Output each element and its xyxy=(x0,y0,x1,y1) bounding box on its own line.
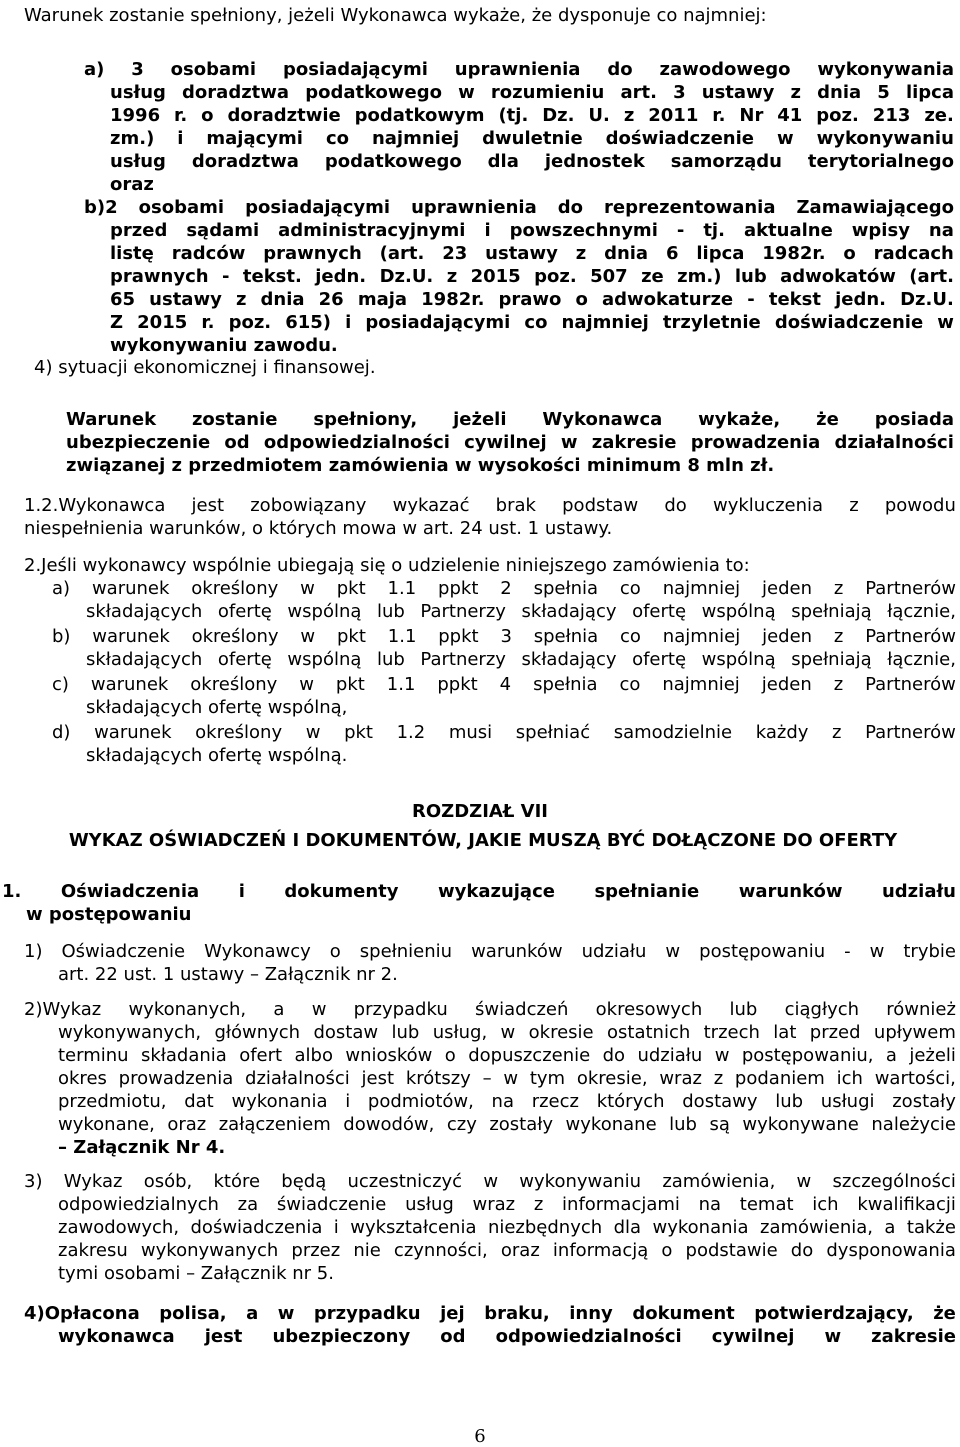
list-item: a) warunek określony w pkt 1.1 ppkt 2 spełnia co najmniej jeden z Partnerów xyxy=(52,578,956,599)
section-item-line: 1) Oświadczenie Wykonawcy o spełnieniu warunków udziału w postępowaniu - w trybie xyxy=(24,941,956,962)
intro-text: Warunek zostanie spełniony, jeżeli Wykonawca wykaże, że dysponuje co najmniej: xyxy=(24,5,767,26)
section-item-line: tymi osobami – Załącznik nr 5. xyxy=(58,1263,334,1284)
list-b-line: wykonywaniu zawodu. xyxy=(110,335,338,356)
chapter-title: WYKAZ OŚWIADCZEŃ I DOKUMENTÓW, JAKIE MUSZĄ BYĆ DOŁĄCZONE DO OFERTY xyxy=(68,830,898,851)
list-item: składających ofertę wspólną, xyxy=(86,697,348,718)
section-item-line: art. 22 ust. 1 ustawy – Załącznik nr 2. xyxy=(58,964,398,985)
list-b-line: listę radców prawnych (art. 23 ustawy z dnia 6 lipca 1982r. o radcach xyxy=(110,243,954,264)
list-a-line: usług doradztwa podatkowego dla jednostek samorządu terytorialnego xyxy=(110,151,954,172)
list-b-line: 65 ustawy z dnia 26 maja 1982r. prawo o adwokaturze - tekst jedn. Dz.U. xyxy=(110,289,954,310)
section-item-line: 4)Opłacona polisa, a w przypadku jej braku, inny dokument potwierdzający, że xyxy=(24,1303,956,1324)
warunek-line: Warunek zostanie spełniony, jeżeli Wykonawca wykaże, że posiada xyxy=(66,409,954,430)
list-item: b) warunek określony w pkt 1.1 ppkt 3 spełnia co najmniej jeden z Partnerów xyxy=(52,626,956,647)
section-item-line: – Załącznik Nr 4. xyxy=(58,1137,226,1158)
section-item-line: zawodowych, doświadczenia i wykształcenia niezbędnych dla wykonania zamówienia, a także xyxy=(58,1217,956,1238)
list-b-line: Z 2015 r. poz. 615) i posiadającymi co najmniej trzyletnie doświadczenie w xyxy=(110,312,954,333)
section-item-line: zakresu wykonywanych przez nie czynności, oraz informacją o podstawie do dysponowania xyxy=(58,1240,956,1261)
list-b-line: prawnych - tekst. jedn. Dz.U. z 2015 poz. 507 ze zm.) lub adwokatów (art. xyxy=(110,266,954,287)
section-item-line: odpowiedzialnych za świadczenie usług wraz z informacjami na temat ich kwalifikacji xyxy=(58,1194,956,1215)
item-4-text: 4) sytuacji ekonomicznej i finansowej. xyxy=(34,357,376,378)
list-item: składających ofertę wspólną lub Partnerzy składający ofertę wspólną spełniają łącznie, xyxy=(86,601,956,622)
section-item-line: wykonane, oraz załączeniem dowodów, czy zostały wykonane lub są wykonywane należycie xyxy=(58,1114,956,1135)
list-item: składających ofertę wspólną. xyxy=(86,745,348,766)
list-a-line: 1996 r. o doradztwie podatkowym (tj. Dz. U. z 2011 r. Nr 41 poz. 213 ze. xyxy=(110,105,954,126)
section-item-line: wykonywanych, głównych dostaw lub usług, w okresie ostatnich trzech lat przed upływem xyxy=(58,1022,956,1043)
warunek-line: związanej z przedmiotem zamówienia w wysokości minimum 8 mln zł. xyxy=(66,455,775,476)
section-item-line: terminu składania ofert albo wniosków o dopuszczenie do udziału w postępowaniu, a jeżeli xyxy=(58,1045,956,1066)
paragraph-line: niespełnienia warunków, o których mowa w art. 24 ust. 1 ustawy. xyxy=(24,518,613,539)
paragraph-line: 1.2.Wykonawca jest zobowiązany wykazać brak podstaw do wykluczenia z powodu xyxy=(24,495,956,516)
section-item-line: okres prowadzenia działalności jest krótszy – w tym okresie, wraz z podaniem ich wartości, xyxy=(58,1068,956,1089)
section-item-line: 2)Wykaz wykonanych, a w przypadku świadczeń okresowych lub ciągłych również xyxy=(24,999,956,1020)
section-item-line: przedmiotu, dat wykonania i podmiotów, na rzecz których dostawy lub usługi zostały xyxy=(58,1091,956,1112)
list-a-line: a) 3 osobami posiadającymi uprawnienia do zawodowego wykonywania xyxy=(84,59,954,80)
list-a-line: oraz xyxy=(110,174,154,195)
list-a-line: usług doradztwa podatkowego w rozumieniu art. 3 ustawy z dnia 5 lipca xyxy=(110,82,954,103)
page-number: 6 xyxy=(474,1426,486,1447)
section-heading-line: w postępowaniu xyxy=(26,904,192,925)
warunek-line: ubezpieczenie od odpowiedzialności cywilnej w zakresie prowadzenia działalności xyxy=(66,432,954,453)
paragraph-2-heading: 2.Jeśli wykonawcy wspólnie ubiegają się o udzielenie niniejszego zamówienia to: xyxy=(24,555,750,576)
chapter-number: ROZDZIAŁ VII xyxy=(412,801,548,822)
list-item: składających ofertę wspólną lub Partnerzy składający ofertę wspólną spełniają łącznie, xyxy=(86,649,956,670)
section-heading-line: 1. Oświadczenia i dokumenty wykazujące spełnianie warunków udziału xyxy=(2,881,956,902)
list-b-line: przed sądami administracyjnymi i powszechnymi - tj. aktualne wpisy na xyxy=(110,220,954,241)
section-item-line: 3) Wykaz osób, które będą uczestniczyć w wykonywaniu zamówienia, w szczególności xyxy=(24,1171,956,1192)
list-b-line: b)2 osobami posiadającymi uprawnienia do reprezentowania Zamawiającego xyxy=(84,197,954,218)
list-a-line: zm.) i mającymi co najmniej dwuletnie doświadczenie w wykonywaniu xyxy=(110,128,954,149)
list-item: d) warunek określony w pkt 1.2 musi spełniać samodzielnie każdy z Partnerów xyxy=(52,722,956,743)
list-item: c) warunek określony w pkt 1.1 ppkt 4 spełnia co najmniej jeden z Partnerów xyxy=(52,674,956,695)
section-item-line: wykonawca jest ubezpieczony od odpowiedzialności cywilnej w zakresie xyxy=(58,1326,956,1347)
